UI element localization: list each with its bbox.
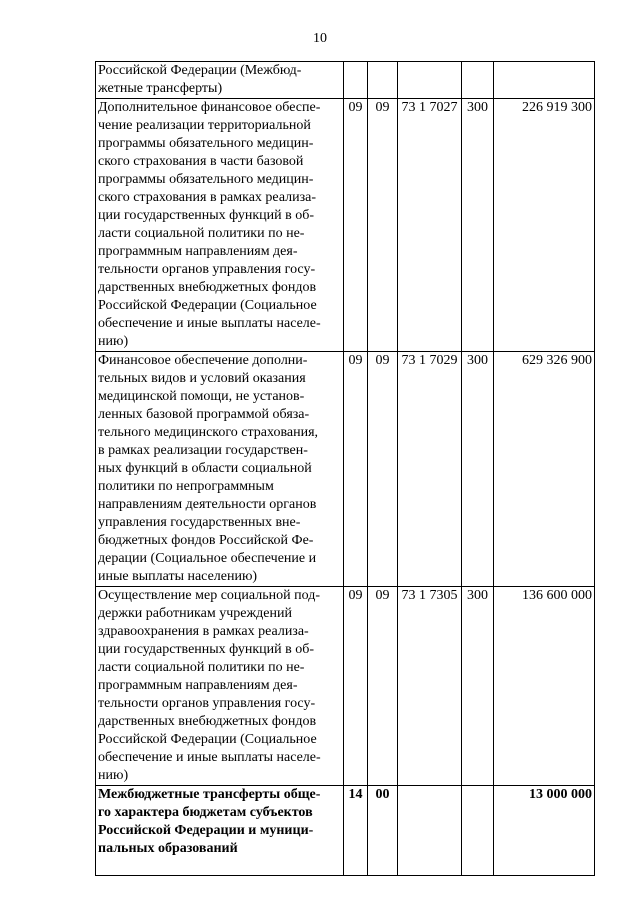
- row-name-line: ленных базовой программой обяза-: [98, 407, 310, 422]
- expense-type-cell: [462, 786, 494, 876]
- budget-table-body: [96, 62, 595, 876]
- row-name-line: программным направлениям дея-: [98, 244, 298, 259]
- row-name-line: программы обязательного медицин-: [98, 136, 314, 151]
- section-code-cell: 09: [344, 99, 368, 352]
- row-name-line: дерации (Социальное обеспечение и: [98, 551, 317, 566]
- page-number: 10: [313, 31, 327, 46]
- row-name-line: Осуществление мер социальной под-: [98, 588, 320, 603]
- row-name-line: Дополнительное финансовое обеспе-: [98, 100, 321, 115]
- table-row: [96, 352, 595, 587]
- budget-table: [95, 61, 595, 876]
- amount-cell: 13 000 000: [494, 786, 595, 876]
- target-article-cell: 73 1 7029: [398, 352, 462, 587]
- row-name-line: тельного медицинского страхования,: [98, 425, 319, 440]
- table-row: [96, 99, 595, 352]
- row-name-line: управления государственных вне-: [98, 515, 301, 530]
- row-name-line: тельности органов управления госу-: [98, 262, 316, 277]
- row-name-line: Российской Федерации (Социальное: [98, 298, 317, 313]
- row-name-line: ласти социальной политики по не-: [98, 660, 305, 675]
- amount-cell: 226 919 300: [494, 99, 595, 352]
- row-name-line: иные выплаты населению): [98, 569, 258, 584]
- row-name-cell: [96, 99, 344, 352]
- row-name-line: в рамках реализации государствен-: [98, 443, 308, 458]
- section-code-cell: 09: [344, 587, 368, 786]
- row-name-cell: [96, 786, 344, 876]
- row-name-line: ского страхования в части базовой: [98, 154, 304, 169]
- row-name-line: обеспечение и иные выплаты населе-: [98, 750, 321, 765]
- target-article-cell: [398, 786, 462, 876]
- row-name-line: бюджетных фондов Российской Фе-: [98, 533, 314, 548]
- row-name-line: Межбюджетные трансферты обще-: [98, 787, 321, 802]
- row-name-line: ции государственных функций в об-: [98, 208, 315, 223]
- subsection-code-cell: 09: [368, 352, 398, 587]
- row-name-line: программным направлениям дея-: [98, 678, 298, 693]
- row-name-line: жетные трансферты): [98, 81, 223, 96]
- section-code-cell: 09: [344, 352, 368, 587]
- row-name-line: направлениям деятельности органов: [98, 497, 317, 512]
- row-name-line: ции государственных функций в об-: [98, 642, 315, 657]
- row-name-line: обеспечение и иные выплаты населе-: [98, 316, 321, 331]
- row-name-line: медицинской помощи, не установ-: [98, 389, 305, 404]
- amount-cell: 136 600 000: [494, 587, 595, 786]
- amount-cell: [494, 62, 595, 99]
- target-article-cell: 73 1 7305: [398, 587, 462, 786]
- row-name-cell: [96, 62, 344, 99]
- row-name-line: пальных образований: [98, 841, 238, 856]
- row-name-line: Российской Федерации (Социальное: [98, 732, 317, 747]
- row-name-line: нию): [98, 334, 129, 349]
- row-name-line: дарственных внебюджетных фондов: [98, 714, 317, 729]
- target-article-cell: 73 1 7027: [398, 99, 462, 352]
- expense-type-cell: 300: [462, 352, 494, 587]
- subsection-code-cell: 00: [368, 786, 398, 876]
- row-name-line: политики по непрограммным: [98, 479, 274, 494]
- row-name-line: держки работникам учреждений: [98, 606, 292, 621]
- row-name-line: тельных видов и условий оказания: [98, 371, 306, 386]
- expense-type-cell: [462, 62, 494, 99]
- table-row: [96, 786, 595, 876]
- subsection-code-cell: 09: [368, 587, 398, 786]
- row-name-line: чение реализации территориальной: [98, 118, 311, 133]
- table-row: [96, 62, 595, 99]
- row-name-line: программы обязательного медицин-: [98, 172, 314, 187]
- amount-cell: 629 326 900: [494, 352, 595, 587]
- expense-type-cell: 300: [462, 587, 494, 786]
- row-name-cell: [96, 587, 344, 786]
- subsection-code-cell: 09: [368, 99, 398, 352]
- subsection-code-cell: [368, 62, 398, 99]
- row-name-line: здравоохранения в рамках реализа-: [98, 624, 309, 639]
- section-code-cell: 14: [344, 786, 368, 876]
- row-name-cell: [96, 352, 344, 587]
- row-name-line: ского страхования в рамках реализа-: [98, 190, 317, 205]
- row-name-line: Финансовое обеспечение дополни-: [98, 353, 308, 368]
- row-name-line: ных функций в области социальной: [98, 461, 312, 476]
- row-name-line: Российской Федерации (Межбюд-: [98, 63, 302, 78]
- row-name-line: нию): [98, 768, 129, 783]
- row-name-line: тельности органов управления госу-: [98, 696, 316, 711]
- expense-type-cell: 300: [462, 99, 494, 352]
- row-name-line: Российской Федерации и муници-: [98, 823, 314, 838]
- row-name-line: ласти социальной политики по не-: [98, 226, 305, 241]
- row-name-line: го характера бюджетам субъектов: [98, 805, 313, 820]
- section-code-cell: [344, 62, 368, 99]
- table-row: [96, 587, 595, 786]
- row-name-line: дарственных внебюджетных фондов: [98, 280, 317, 295]
- target-article-cell: [398, 62, 462, 99]
